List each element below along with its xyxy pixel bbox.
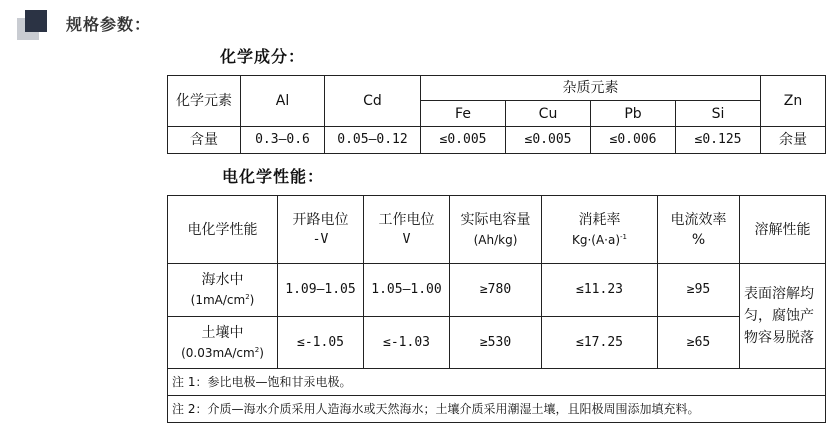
cu-header: Cu	[506, 101, 591, 127]
soil-cond-end: )	[259, 345, 264, 360]
seawater-condition	[168, 290, 277, 310]
impurity-header: 杂质元素	[421, 76, 761, 101]
eff-header	[658, 196, 740, 264]
square-front-shape	[25, 10, 47, 32]
seawater-cond-sup: 2	[245, 293, 250, 301]
seawater-cond-text: (1mA/cm	[190, 293, 246, 307]
zn-value: 余量	[761, 127, 826, 154]
fe-value: ≤0.005	[421, 127, 506, 154]
seawater-cond-end: )	[249, 293, 255, 307]
si-header: Si	[676, 101, 761, 127]
ocv-header	[278, 196, 364, 264]
eff-header-label: 电流效率	[670, 211, 727, 228]
ocv-header-label: 开路电位	[292, 211, 349, 228]
seawater-ocv: 1.09—1.05	[278, 264, 364, 317]
zn-header: Zn	[761, 76, 826, 127]
wp-header-unit: V	[402, 231, 411, 247]
soil-env	[168, 317, 278, 369]
soil-label: 土壤中	[201, 324, 244, 341]
cons-header-label: 消耗率	[578, 211, 621, 228]
chem-table	[167, 75, 826, 154]
cap-header	[450, 196, 542, 264]
seawater-cap: ≥780	[450, 264, 542, 317]
pb-value: ≤0.006	[591, 127, 676, 154]
soil-ocv: ≤-1.05	[278, 317, 364, 369]
section-square-icon	[17, 10, 47, 40]
content-label: 含量	[168, 127, 241, 154]
page-title: 规格参数：	[66, 15, 152, 34]
pb-header: Pb	[591, 101, 676, 127]
soil-eff: ≥65	[658, 317, 740, 369]
note-2: 注 2：介质—海水介质采用人造海水或天然海水；土壤介质采用潮湿土壤，且阳极周围添加填充料。	[168, 396, 826, 423]
chem-section-title: 化学成分：	[220, 47, 306, 66]
wp-header-label: 工作电位	[378, 211, 435, 228]
soil-condition	[168, 343, 277, 363]
electro-section-title: 电化学性能：	[222, 167, 325, 186]
seawater-wp: 1.05—1.00	[364, 264, 450, 317]
dissolution-value: 表面溶解均匀，腐蚀产物容易脱落	[740, 264, 826, 369]
cu-value: ≤0.005	[506, 127, 591, 154]
cap-header-label: 实际电容量	[460, 211, 531, 228]
soil-wp: ≤-1.03	[364, 317, 450, 369]
cons-unit-text: Kg·(A·a)	[571, 232, 621, 247]
ocv-header-unit: -V	[312, 231, 329, 247]
seawater-cons: ≤11.23	[542, 264, 658, 317]
seawater-env	[168, 264, 278, 317]
soil-cond-sup: 2	[254, 345, 260, 354]
note-1: 注 1：参比电极—饱和甘汞电极。	[168, 369, 826, 396]
al-header: Al	[241, 76, 325, 127]
cons-header	[542, 196, 658, 264]
soil-cap: ≥530	[450, 317, 542, 369]
wp-header	[364, 196, 450, 264]
cd-value: 0.05—0.12	[325, 127, 421, 154]
cons-unit-exponent: -1	[620, 232, 628, 241]
eff-header-unit: %	[691, 231, 706, 248]
cap-header-unit: (Ah/kg)	[473, 232, 518, 247]
diss-header: 溶解性能	[740, 196, 826, 264]
si-value: ≤0.125	[676, 127, 761, 154]
element-header: 化学元素	[168, 76, 241, 127]
seawater-label: 海水中	[201, 272, 244, 288]
perf-header: 电化学性能	[168, 196, 278, 264]
fe-header: Fe	[421, 101, 506, 127]
soil-cons: ≤17.25	[542, 317, 658, 369]
cons-header-unit	[542, 230, 657, 250]
cd-header: Cd	[325, 76, 421, 127]
seawater-eff: ≥95	[658, 264, 740, 317]
soil-cond-text: (0.03mA/cm	[181, 345, 255, 360]
al-value: 0.3—0.6	[241, 127, 325, 154]
electro-table	[167, 195, 826, 423]
